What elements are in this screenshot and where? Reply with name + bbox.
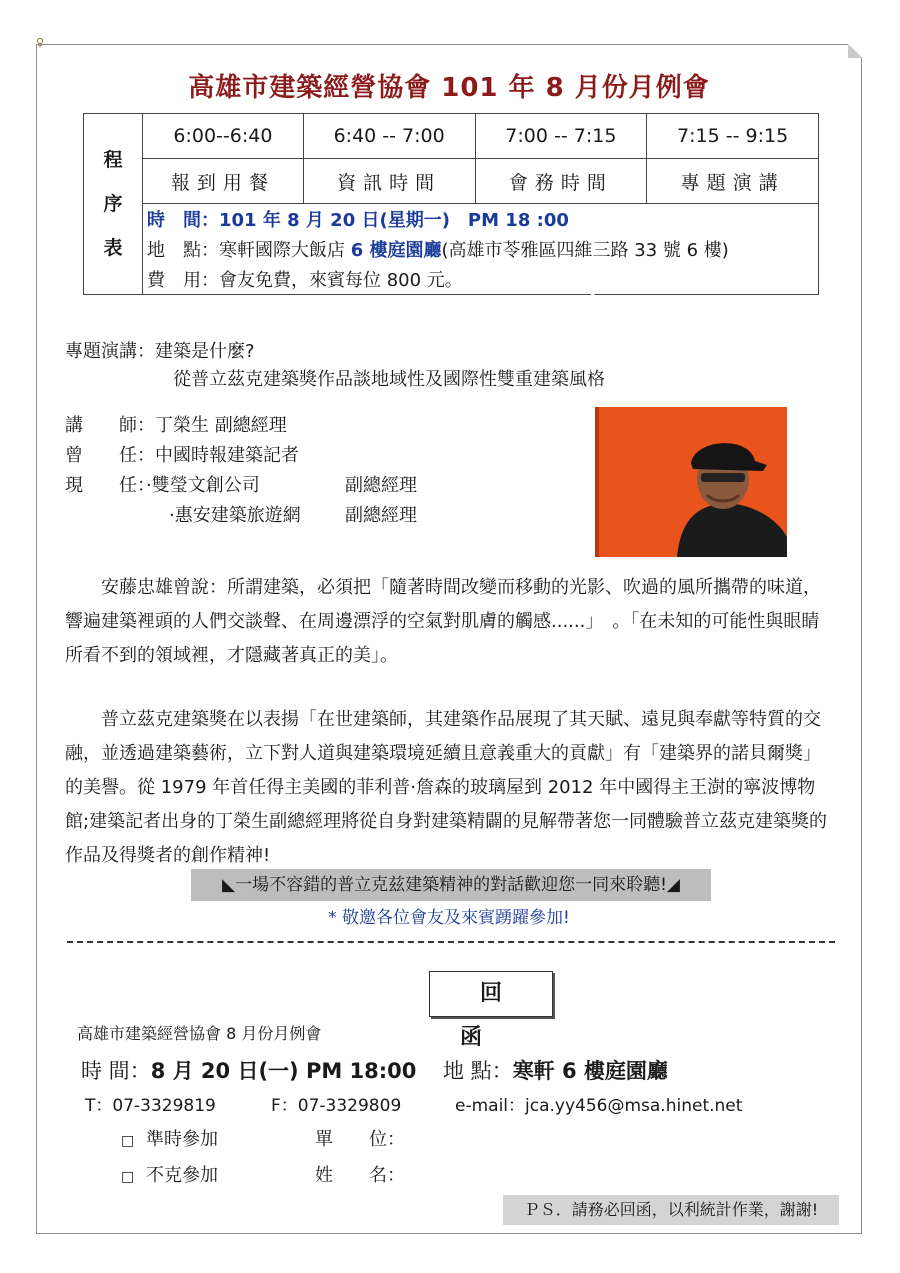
option-decline[interactable]	[121, 1161, 218, 1192]
time-label: 時 間：	[147, 210, 219, 231]
schedule-place-row	[143, 234, 819, 264]
schedule-time-1: 6:00--6:40	[143, 114, 304, 159]
invite-text: * 敬邀各位會友及來賓踴躍參加!	[328, 908, 570, 928]
pin-icon: ♀	[36, 36, 45, 49]
reply-time-label: 時 間：	[81, 1059, 151, 1083]
unit-field-label: 單 位：	[315, 1129, 405, 1150]
lecturer-line: 講 師：丁榮生 副總經理	[65, 415, 287, 436]
name-field-label: 姓 名：	[315, 1165, 405, 1186]
reply-place-value: 寒軒 6 樓庭園廳	[512, 1059, 668, 1083]
option-decline-label: 不克參加	[145, 1165, 218, 1186]
reply-org: 高雄市建築經營協會 8 月份月例會	[77, 1024, 322, 1043]
reply-time-row	[81, 1055, 416, 1087]
schedule-label-1: 報到用餐	[143, 159, 304, 204]
checkbox-icon[interactable]: □	[121, 1169, 135, 1185]
current-line-2: ·惠安建築旅遊網	[169, 505, 301, 526]
speaker-photo	[571, 257, 787, 557]
option-attend-label: 準時參加	[145, 1129, 218, 1150]
page-fold-corner	[848, 44, 862, 58]
reply-fax: F：07-3329809	[271, 1096, 402, 1116]
reply-email: e-mail：jca.yy456@msa.hinet.net	[455, 1096, 743, 1116]
option-attend[interactable]	[121, 1125, 218, 1156]
place-address: (高雄市苓雅區四維三路 33 號 6 樓)	[441, 240, 729, 261]
reply-heading: 回函	[429, 971, 553, 1017]
place-label: 地 點：寒軒國際大飯店	[147, 240, 351, 261]
schedule-label-3: 會務時間	[475, 159, 647, 204]
schedule-label-2: 資訊時間	[303, 159, 475, 204]
checkbox-icon[interactable]: □	[121, 1133, 135, 1149]
paragraph-pritzker: 普立茲克建築獎在以表揚「在世建築師，其建築作品展現了其天賦、遠見與奉獻等特質的交融，並透過建築藝術，立下對人道與建築環境延續且意義重大的貢獻」有「建築界的諾貝爾獎」的美譽。從 1979 年首任得主美國的菲利普·詹森的玻璃屋到 2012 年中國得主王澍的寧波博物館;建築記者出身的丁榮生副總經理將從自身對建築精闢的見解帶著您一同體驗普立茲克建築獎的作品及得獎者的創作精神!	[65, 709, 828, 866]
current-title-2: 副總經理	[345, 505, 417, 526]
schedule-time-row	[143, 204, 819, 235]
ps-note: ＰＳ．請務必回函，以利統計作業，謝謝!	[503, 1195, 839, 1225]
reply-tel: T：07-3329819	[85, 1096, 216, 1116]
schedule-table	[83, 113, 819, 295]
place-hall: 6 樓庭園廳	[350, 240, 442, 261]
paragraph-ando-quote: 安藤忠雄曾說：所謂建築，必須把「隨著時間改變而移動的光影、吹過的風所攜帶的味道，響遍建築裡頭的人們交談聲、在周邊漂浮的空氣對肌膚的觸感......」 。「在未知的可能性與眼睛所看不到的領域裡，才隱藏著真正的美」。	[65, 577, 821, 666]
schedule-time-4: 7:15 -- 9:15	[647, 114, 819, 159]
reply-place-label: 地 點：	[443, 1059, 513, 1083]
side-char-3: 表	[103, 237, 123, 259]
highlight-banner: ◣一場不容錯的普立克兹建築精神的對話歡迎您一同來聆聽!◢	[191, 869, 711, 901]
reply-place-row	[443, 1055, 668, 1087]
side-char-1: 程	[103, 149, 123, 171]
schedule-side-label	[84, 114, 143, 295]
speaker-photo-illustration	[571, 257, 787, 557]
schedule-fee-row: 費 用：會友免費，來賓每位 800 元。	[143, 264, 819, 295]
side-char-2: 序	[103, 193, 123, 215]
photo-sign-text: ISIT ODE	[571, 257, 599, 374]
topic-line-2: 從普立茲克建築獎作品談地域性及國際性雙重建築風格	[173, 369, 605, 390]
flyer-page	[36, 44, 862, 1234]
cut-line-divider	[67, 941, 835, 943]
topic-line-1: 專題演講：建築是什麼?	[65, 341, 255, 362]
current-line-1: 現 任：·雙瑩文創公司	[65, 475, 260, 496]
former-line: 曾 任：中國時報建築記者	[65, 445, 299, 466]
schedule-label-4: 專題演講	[647, 159, 819, 204]
schedule-time-2: 6:40 -- 7:00	[303, 114, 475, 159]
current-title-1: 副總經理	[345, 475, 417, 496]
time-value: 101 年 8 月 20 日(星期一) PM 18 :00	[219, 210, 569, 231]
page-title: 高雄市建築經營協會 101 年 8 月份月例會	[188, 73, 710, 103]
reply-time-value: 8 月 20 日(一) PM 18:00	[150, 1059, 417, 1083]
schedule-time-3: 7:00 -- 7:15	[475, 114, 647, 159]
